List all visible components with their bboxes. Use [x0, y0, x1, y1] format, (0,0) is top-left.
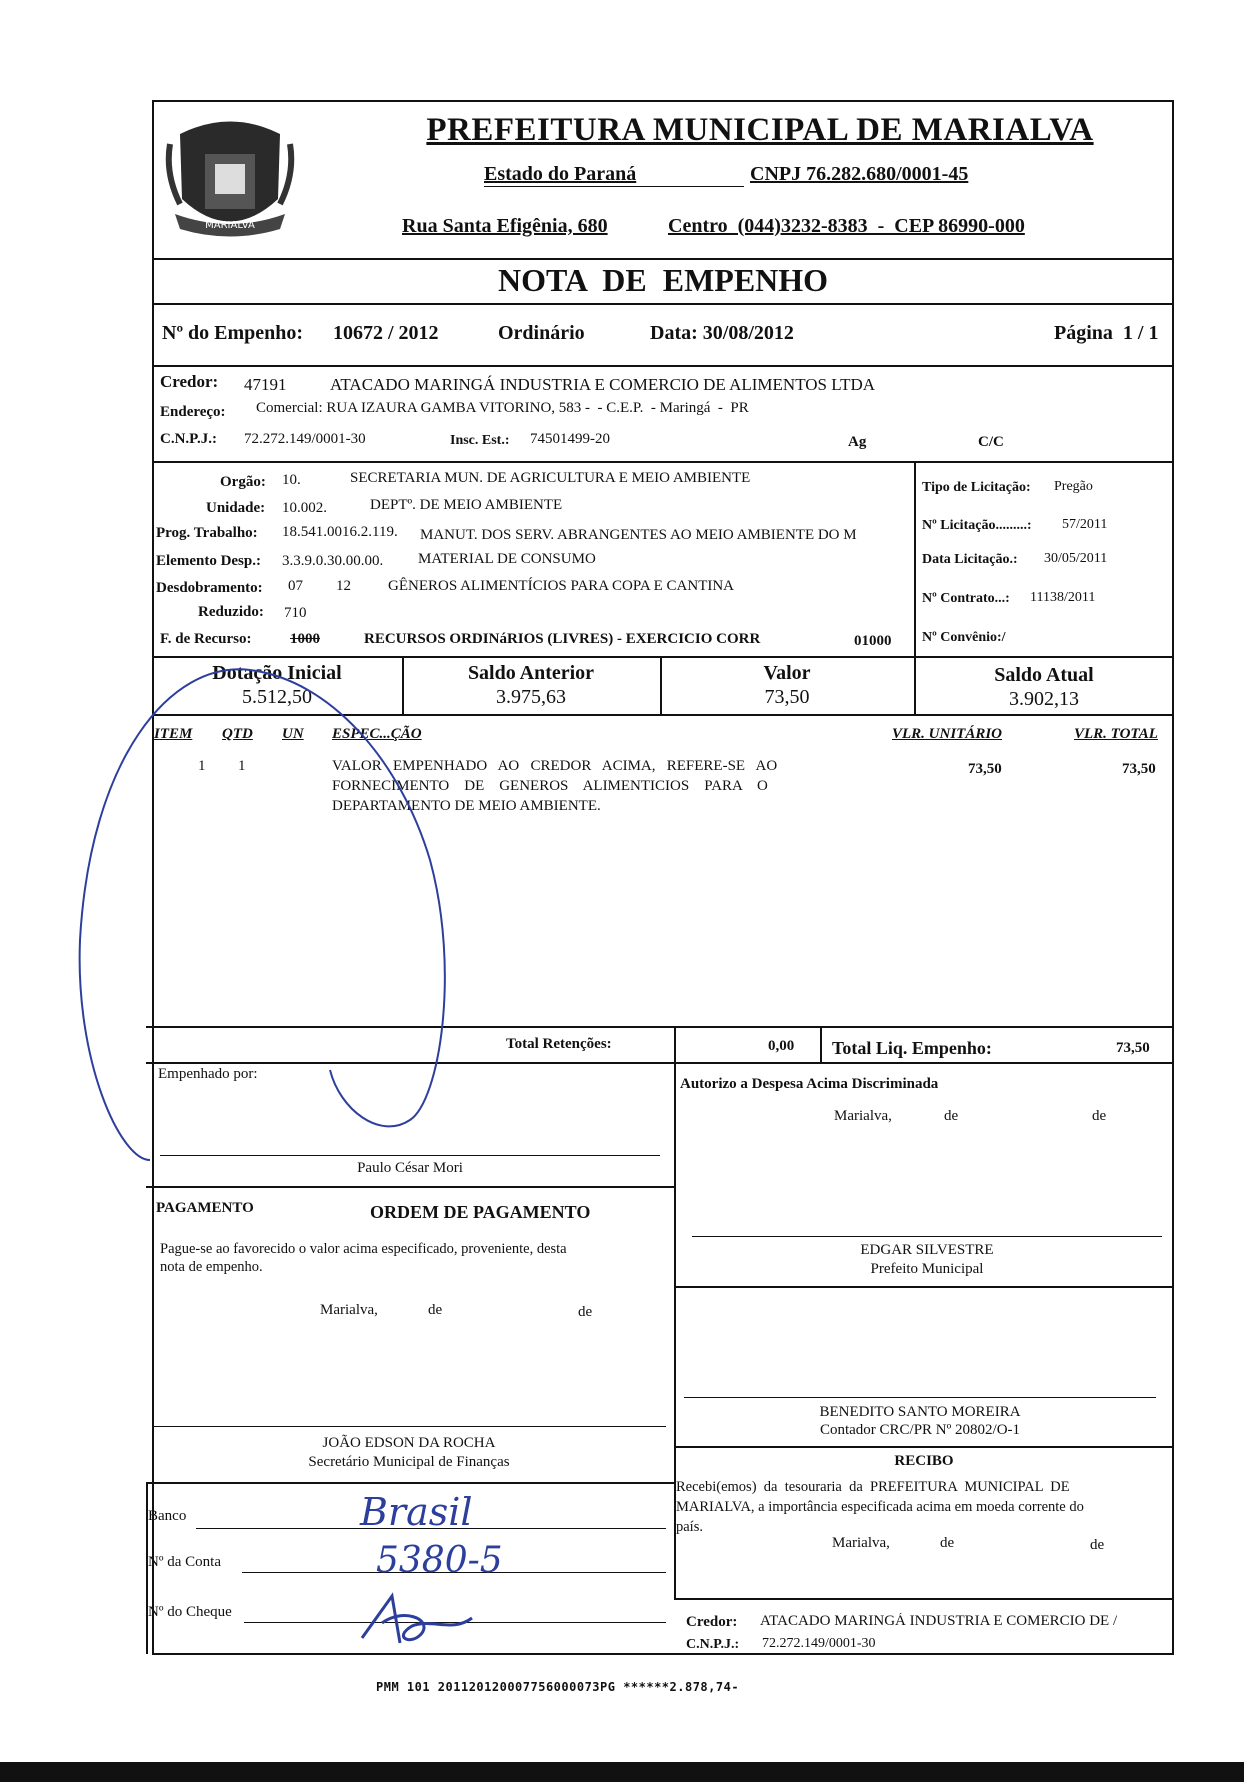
pagamento-label: PAGAMENTO: [156, 1200, 254, 1216]
saldo-anterior-label: Saldo Anterior: [467, 662, 595, 684]
desd-name: GÊNEROS ALIMENTÍCIOS PARA COPA E CANTINA: [388, 578, 735, 594]
valor-value: 73,50: [764, 686, 810, 708]
data-licitacao-label: Data Licitação.:: [922, 552, 1018, 567]
convenio-label: Nº Convênio:/: [922, 630, 1006, 645]
desd-label: Desdobramento:: [156, 580, 263, 596]
header-cnpj: CNPJ 76.282.680/0001-45: [750, 163, 969, 185]
recurso-number: 01000: [854, 633, 892, 649]
empenhado-name: Paulo César Mori: [357, 1160, 463, 1176]
divider: [674, 1286, 1174, 1288]
recibo-text: país.: [676, 1519, 703, 1535]
creditor-address: Comercial: RUA IZAURA GAMBA VITORINO, 583 - - C.E.P. - Maringá - PR: [256, 400, 749, 416]
divider: [674, 1598, 1174, 1600]
liquido-value: 73,50: [1116, 1040, 1150, 1056]
saldo-atual-label: Saldo Atual: [994, 664, 1094, 686]
ink-oval-signature: [60, 640, 460, 1200]
svg-text:MARIALVA: MARIALVA: [205, 220, 255, 231]
valor-label: Valor: [763, 662, 811, 684]
dotacao-label: Dotação Inicial: [212, 662, 342, 684]
saldo-atual-value: 3.902,13: [1009, 688, 1079, 710]
retencoes-value: 0,00: [768, 1038, 795, 1054]
signature-line: [152, 1426, 666, 1427]
unidade-code: 10.002.: [282, 500, 327, 516]
recibo-cnpj-label: C.N.P.J.:: [686, 1637, 740, 1652]
contador-role: Contador CRC/PR Nº 20802/O-1: [819, 1422, 1021, 1438]
conta-label: Nº da Conta: [148, 1554, 221, 1570]
prefeito-name: EDGAR SILVESTRE: [860, 1242, 994, 1258]
header-address: Rua Santa Efigênia, 680: [402, 215, 608, 237]
conta-handwriting: 5380-5: [376, 1540, 503, 1581]
ag-label: Ag: [848, 434, 867, 450]
recibo-de: de: [940, 1535, 955, 1551]
retencoes-label: Total Retenções:: [506, 1036, 612, 1052]
desd-a: 07: [288, 578, 303, 594]
recibo-text: Recebi(emos) da tesouraria da PREFEITURA MUNICIPAL DE: [676, 1479, 1070, 1495]
col-item: ITEM: [154, 726, 193, 742]
reduzido-code: 710: [284, 605, 307, 621]
scan-edge: [0, 1762, 1244, 1782]
recibo-cnpj: 72.272.149/0001-30: [762, 1636, 876, 1651]
divider: [152, 258, 1174, 260]
empenho-type: Ordinário: [498, 322, 585, 344]
desd-b: 12: [336, 578, 351, 594]
divider: [152, 303, 1174, 305]
cheque-signature: [352, 1588, 492, 1650]
elem-name: MATERIAL DE CONSUMO: [418, 551, 596, 567]
creditor-name: ATACADO MARINGÁ INDUSTRIA E COMERCIO DE ALIMENTOS LTDA: [330, 375, 876, 394]
creditor-cnpj: 72.272.149/0001-30: [244, 431, 366, 447]
item-number: 1: [198, 758, 206, 774]
divider: [674, 1026, 676, 1062]
orgao-code: 10.: [282, 472, 301, 488]
ie-label: Insc. Est.:: [450, 433, 510, 448]
reduzido-label: Reduzido:: [198, 604, 264, 620]
empenho-label: Nº do Empenho:: [162, 322, 304, 344]
orgao-name: SECRETARIA MUN. DE AGRICULTURA E MEIO AMBIENTE: [350, 470, 751, 486]
num-licitacao-label: Nº Licitação.........:: [922, 518, 1032, 533]
pagamento-de: de: [428, 1302, 443, 1318]
recibo-place: Marialva,: [832, 1535, 890, 1551]
empenho-number: 10672 / 2012: [333, 322, 439, 344]
doc-title: NOTA DE EMPENHO: [497, 262, 829, 298]
prefeito-role: Prefeito Municipal: [870, 1261, 984, 1277]
cheque-label: Nº do Cheque: [148, 1604, 232, 1620]
recurso-label: F. de Recurso:: [160, 631, 252, 647]
banco-label: Banco: [148, 1508, 187, 1524]
item-total-price: 73,50: [1122, 761, 1156, 777]
item-desc-line: FORNECIMENTO DE GENEROS ALIMENTICIOS PARA O: [332, 778, 768, 794]
recibo-credor: ATACADO MARINGÁ INDUSTRIA E COMERCIO DE /: [760, 1613, 1118, 1629]
col-qtd: QTD: [222, 726, 253, 742]
page-title: PREFEITURA MUNICIPAL DE MARIALVA: [426, 112, 1094, 148]
liquido-label: Total Liq. Empenho:: [832, 1038, 992, 1058]
contrato-number: 11138/2011: [1030, 590, 1096, 605]
prog-label: Prog. Trabalho:: [156, 525, 258, 541]
saldo-anterior-value: 3.975,63: [496, 686, 566, 708]
divider: [674, 1062, 676, 1598]
col-unit-price: VLR. UNITÁRIO: [892, 726, 1003, 742]
autorizo-de: de: [1092, 1108, 1107, 1124]
signature-line: [684, 1397, 1156, 1398]
recibo-de: de: [1090, 1537, 1105, 1553]
dotacao-value: 5.512,50: [242, 686, 312, 708]
divider: [152, 365, 1174, 367]
empenhado-label: Empenhado por:: [158, 1066, 258, 1082]
municipal-crest: [160, 104, 300, 252]
col-un: UN: [282, 726, 304, 742]
unidade-name: DEPTº. DE MEIO AMBIENTE: [370, 497, 563, 513]
state-name: Estado do Paraná: [484, 163, 637, 185]
tipo-licitacao: Pregão: [1054, 479, 1093, 494]
state-underline: [484, 186, 744, 187]
elem-code: 3.3.9.0.30.00.00.: [282, 553, 384, 569]
item-desc-line: VALOR EMPENHADO AO CREDOR ACIMA, REFERE-SE AO: [332, 758, 778, 774]
data-licitacao: 30/05/2011: [1044, 551, 1108, 566]
address-label: Endereço:: [160, 404, 226, 420]
empenho-date: Data: 30/08/2012: [650, 322, 794, 344]
divider: [674, 1446, 1174, 1448]
item-qty: 1: [238, 758, 246, 774]
col-total-price: VLR. TOTAL: [1074, 726, 1158, 742]
num-licitacao: 57/2011: [1062, 517, 1108, 532]
cnpj-label: C.N.P.J.:: [160, 431, 217, 447]
ordem-pagamento-title: ORDEM DE PAGAMENTO: [370, 1202, 591, 1222]
prog-code: 18.541.0016.2.119.: [282, 524, 398, 540]
creditor-code: 47191: [244, 375, 287, 394]
item-unit-price: 73,50: [968, 761, 1002, 777]
autorizo-title: Autorizo a Despesa Acima Discriminada: [680, 1076, 939, 1092]
tipo-licitacao-label: Tipo de Licitação:: [922, 480, 1031, 495]
divider: [820, 1026, 822, 1062]
creditor-label: Credor:: [160, 372, 219, 391]
unidade-label: Unidade:: [206, 500, 266, 516]
secretario-role: Secretário Municipal de Finanças: [308, 1454, 510, 1470]
secretario-name: JOÃO EDSON DA ROCHA: [322, 1435, 496, 1451]
autorizo-place: Marialva,: [834, 1108, 892, 1124]
signature-line: [692, 1236, 1162, 1237]
pagamento-text: nota de empenho.: [160, 1259, 263, 1275]
recibo-text: MARIALVA, a importância especificada acima em moeda corrente do: [676, 1499, 1084, 1515]
pagamento-text: Pague-se ao favorecido o valor acima especificado, proveniente, desta: [160, 1241, 567, 1257]
item-desc-line: DEPARTAMENTO DE MEIO AMBIENTE.: [332, 798, 601, 814]
autorizo-de: de: [944, 1108, 959, 1124]
orgao-label: Orgão:: [220, 474, 266, 490]
recurso-code: 1000: [290, 631, 320, 647]
elem-label: Elemento Desp.:: [156, 553, 261, 569]
recibo-title: RECIBO: [894, 1453, 954, 1469]
prog-name: MANUT. DOS SERV. ABRANGENTES AO MEIO AMBIENTE DO M: [420, 527, 857, 543]
pagamento-place: Marialva,: [320, 1302, 378, 1318]
recurso-name: RECURSOS ORDINáRIOS (LIVRES) - EXERCICIO CORR: [364, 631, 761, 647]
col-spec: ESPEC...ÇÃO: [332, 726, 422, 742]
cc-label: C/C: [978, 434, 1004, 450]
contador-name: BENEDITO SANTO MOREIRA: [819, 1404, 1021, 1420]
divider: [152, 461, 1174, 463]
contrato-label: Nº Contrato...:: [922, 591, 1010, 606]
pagamento-de: de: [578, 1304, 593, 1320]
header-contact: Centro (044)3232-8383 - CEP 86990-000: [668, 215, 1025, 237]
creditor-ie: 74501499-20: [530, 431, 610, 447]
recibo-credor-label: Credor:: [686, 1614, 738, 1630]
banco-handwriting: Brasil: [360, 1490, 473, 1534]
page-number: Página 1 / 1: [1054, 322, 1159, 344]
footer-code: PMM 101 201120120007756000073PG ******2.878,74-: [376, 1680, 740, 1694]
divider: [914, 461, 916, 656]
